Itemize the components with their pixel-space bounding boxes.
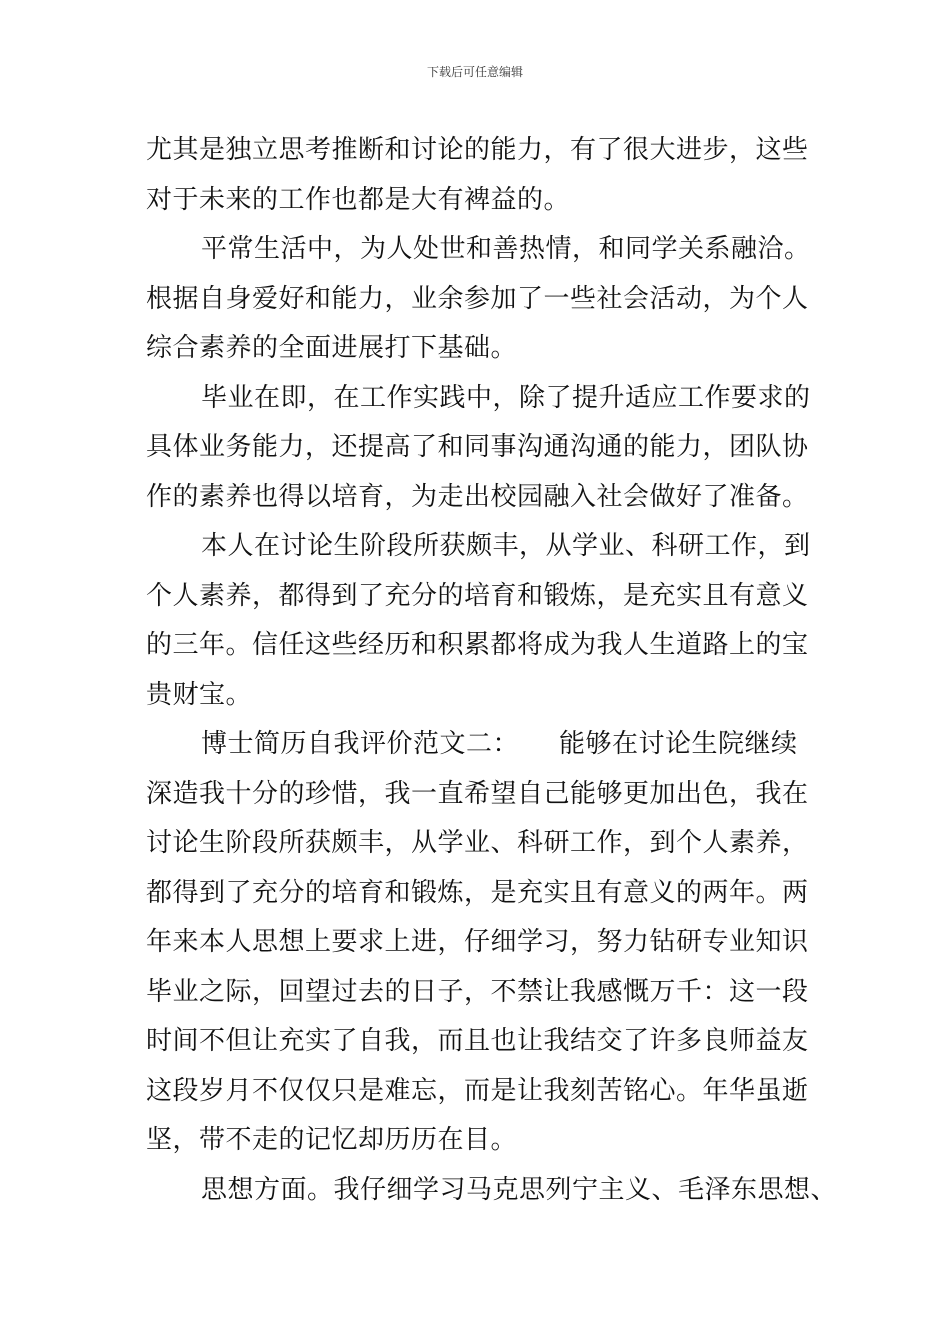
text-line: 综合素养的全面进展打下基础。: [146, 333, 518, 363]
text-line: 具体业务能力，还提高了和同事沟通沟通的能力，团队协: [146, 432, 809, 462]
paragraph-start-line: 思想方面。我仔细学习马克思列宁主义、毛泽东思想、: [201, 1174, 838, 1205]
paragraph-start-line: 平常生活中，为人处世和善热情，和同学关系融洽。: [201, 234, 811, 264]
page-header: 下载后可任意编辑: [426, 65, 523, 79]
text-line: 这段岁月不仅仅只是难忘，而是让我刻苦铭心。年华虽逝: [146, 1075, 809, 1106]
text-line: 年来本人思想上要求上进，仔细学习，努力钻研专业知识: [146, 927, 809, 957]
document-body: [146, 126, 836, 1215]
text-line: 时间不但让充实了自我，而且也让我结交了许多良师益友: [146, 1026, 809, 1056]
text-line: 根据自身爱好和能力，业余参加了一些社会活动，为个人: [146, 283, 809, 314]
text-line: 作的素养也得以培育，为走出校园融入社会做好了准备。: [146, 481, 809, 512]
text-line: 都得到了充分的培育和锻炼，是充实且有意义的两年。两: [146, 877, 809, 908]
text-line: 毕业之际，回望过去的日子，不禁让我感慨万千：这一段: [146, 976, 809, 1007]
paragraph-start-line: 毕业在即，在工作实践中，除了提升适应工作要求的: [201, 382, 811, 413]
text-line: 个人素养，都得到了充分的培育和锻炼，是充实且有意义: [146, 580, 809, 611]
paragraph-start-line: 本人在讨论生阶段所获颇丰，从学业、科研工作，到: [201, 531, 811, 561]
text-line: 尤其是独立思考推断和讨论的能力，有了很大进步，这些: [146, 135, 809, 165]
paragraph-start-line: 博士简历自我评价范文二： 能够在讨论生院继续: [201, 729, 798, 759]
text-line: 讨论生阶段所获颇丰，从学业、科研工作，到个人素养，: [146, 828, 809, 858]
text-line: 的三年。信任这些经历和积累都将成为我人生道路上的宝: [146, 630, 809, 660]
text-line: 坚，带不走的记忆却历历在目。: [146, 1125, 518, 1155]
text-line: 对于未来的工作也都是大有裨益的。: [146, 184, 571, 215]
text-line: 贵财宝。: [146, 679, 253, 710]
text-line: 深造我十分的珍惜，我一直希望自己能够更加出色，我在: [146, 778, 809, 809]
